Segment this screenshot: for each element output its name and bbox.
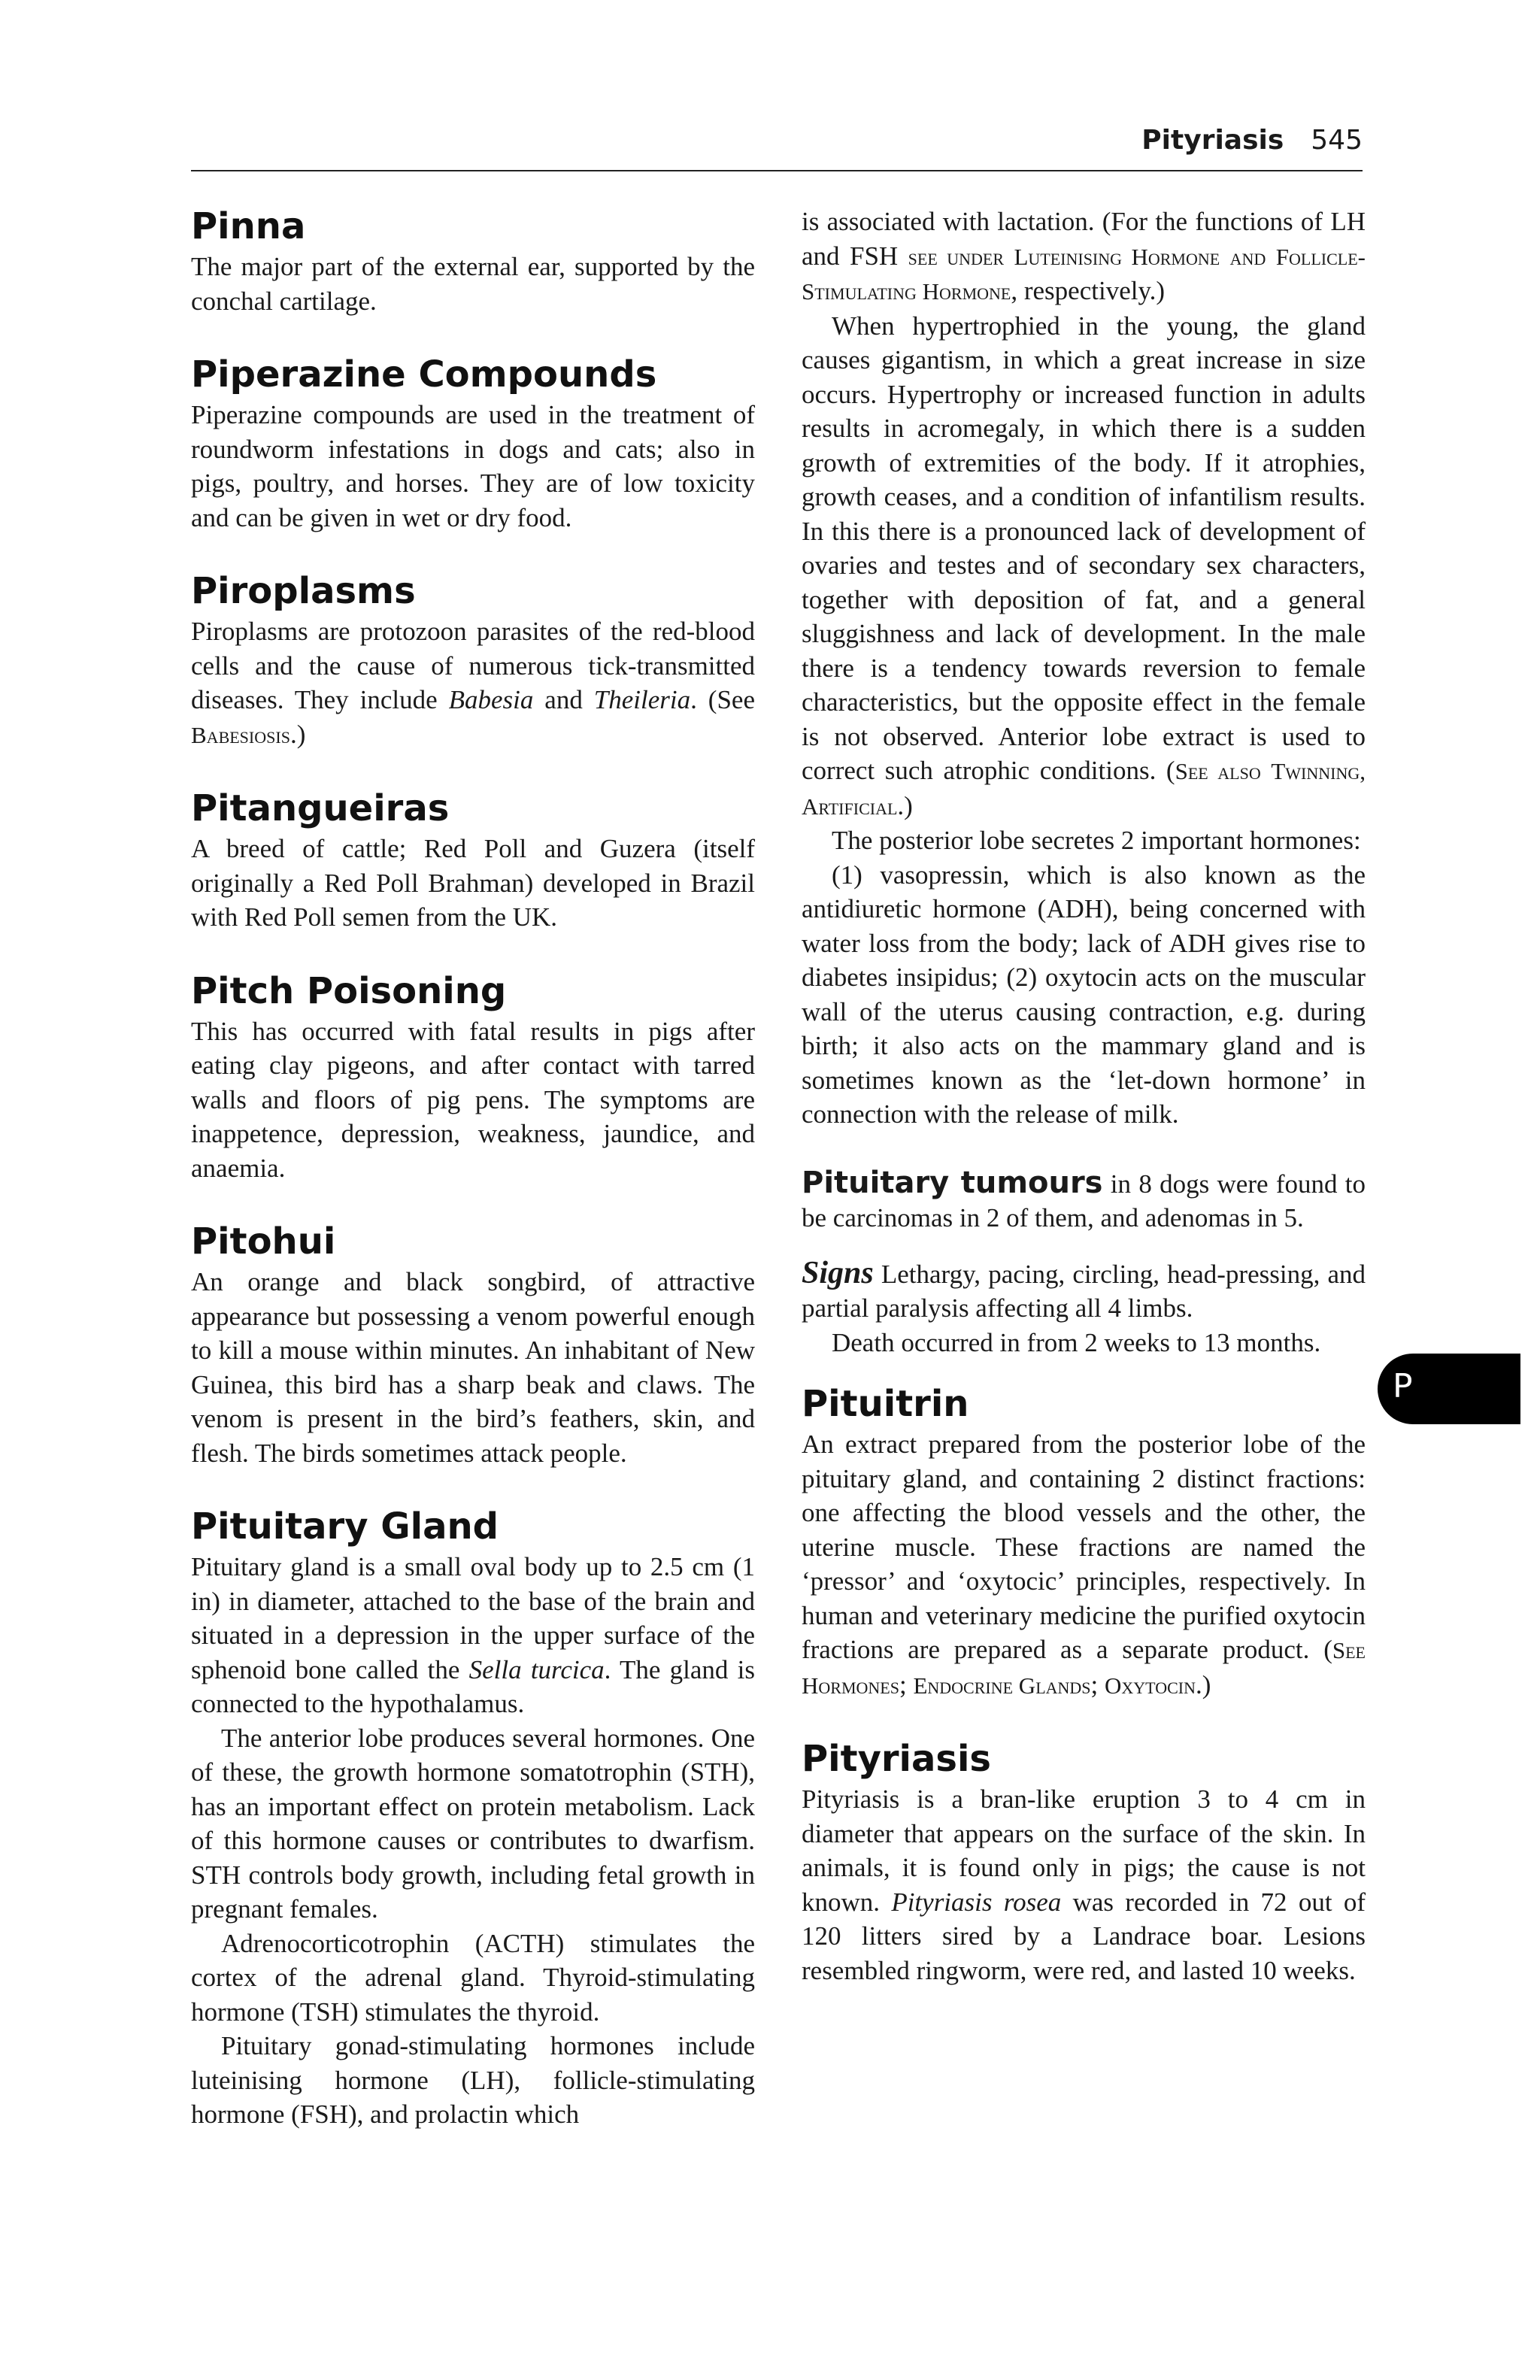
cross-reference: Follicle-Stimulating Hormone xyxy=(802,243,1366,305)
entry-title: Pitch Poisoning xyxy=(191,969,507,1012)
entry-text: A breed of cattle; Red Poll and Guzera (itself originally a Red Poll Brahman) developed in Brazil with Red Poll semen from the UK. xyxy=(191,834,755,932)
entry-title: Pinna xyxy=(191,205,306,247)
entry-piroplasms xyxy=(191,569,755,752)
entry-pituitary-gland-continued xyxy=(802,205,1366,1132)
right-column xyxy=(802,205,1366,2022)
cross-reference: Endocrine Glands xyxy=(913,1672,1091,1699)
entry-pituitrin xyxy=(802,1382,1366,1702)
entry-pitohui xyxy=(191,1220,755,1470)
entry-pitangueiras xyxy=(191,787,755,935)
entry-text: Piroplasms are protozoon parasites of the red-blood cells and the cause of numerous tick-transmitted diseases. They include Babesia and Theileria. (See Babesiosis.) xyxy=(191,617,755,749)
entry-title: Pitohui xyxy=(191,1220,336,1263)
running-header xyxy=(191,123,1363,171)
entry-piperazine-compounds xyxy=(191,353,755,535)
entry-paragraph: When hypertrophied in the young, the gland causes gigantism, in which a great increase in size occurs. Hypertrophy or increased function in adults results in acromegaly, in which there is a sudden growth of extremities of the body. If it atrophies, growth ceases, and a condition of infantilism results. In this there is a pronounced lack of development of ovaries and testes and of secondary sex characters, together with deposition of fat, and a general sluggishness and lack of development. In the male there is a tendency towards reversion to female characteristics, but the opposite effect in the female is not observed. Anterior lobe extract is used to correct such atrophic conditions. (See also Twinning, Artificial.) xyxy=(802,311,1366,820)
header-title: Pityriasis xyxy=(1141,125,1284,156)
header-text xyxy=(1141,125,1363,156)
genus-name: Babesia xyxy=(448,685,534,714)
entry-pituitary-tumours xyxy=(802,1166,1366,1360)
entry-pinna xyxy=(191,205,755,318)
entry-pituitary-gland xyxy=(191,1505,755,2132)
section-letter: P xyxy=(1393,1367,1413,1405)
entry-text: An orange and black songbird, of attractive appearance but possessing a venom powerful enough to kill a mouse within minutes. An inhabitant of New Guinea, this bird has a sharp beak and claws. The venom is present in the bird’s feathers, skin, and flesh. The birds sometimes attack people. xyxy=(191,1267,755,1468)
cross-reference: Babesiosis xyxy=(191,721,290,748)
entry-paragraph: Pituitary gonad-stimulating hormones include luteinising hormone (LH), follicle-stimulating hormone (FSH), and prolactin which xyxy=(191,2031,755,2129)
anatomical-term: Sella turcica xyxy=(468,1654,605,1684)
signs-label: Signs xyxy=(802,1255,874,1290)
page-number: 545 xyxy=(1311,125,1363,156)
entry-text: Pityriasis is a bran-like eruption 3 to 4 cm in diameter that appears on the surface of the skin. In animals, it is found only in pigs; the cause is not known. Pityriasis rosea was recorded in 72 out of 120 litters sired by a Landrace boar. Lesions resembled ringworm, were red, and lasted 10 weeks. xyxy=(802,1784,1366,1985)
entry-title: Pituitary Gland xyxy=(191,1505,499,1548)
entry-text: An extract prepared from the posterior lobe of the pituitary gland, and containing 2 distinct fractions: one affecting the blood vessels and the other, the uterine muscle. These fractions are named the ‘pressor’ and ‘oxytocic’ principles, respectively. In human and veterinary medicine the purified oxytocin fractions are prepared as a separate product. (See Hormones; Endocrine Glands; Oxytocin.) xyxy=(802,1430,1366,1699)
entry-text: Pituitary tumours in 8 dogs were found to be carcinomas in 2 of them, and adenomas in 5. xyxy=(802,1165,1366,1232)
runin-title: Pituitary tumours xyxy=(802,1165,1103,1200)
entry-paragraph: (1) vasopressin, which is also known as the antidiuretic hormone (ADH), being concerned with water loss from the body; lack of ADH gives rise to diabetes insipidus; (2) oxytocin acts on the muscular wall of the uterus causing contraction, e.g. during birth; it also acts on the mammary gland and is sometimes known as the ‘let-down hormone’ in connection with the release of milk. xyxy=(802,860,1366,1129)
entry-paragraph: Adrenocorticotrophin (ACTH) stimulates the cortex of the adrenal gland. Thyroid-stimulating hormone (TSH) stimulates the thyroid. xyxy=(191,1928,755,2027)
entry-pityriasis xyxy=(802,1737,1366,1987)
genus-name: Theileria xyxy=(593,685,691,714)
entry-text: Piperazine compounds are used in the treatment of roundworm infestations in dogs and cats; also in pigs, poultry, and horses. They are of low toxicity and can be given in wet or dry food. xyxy=(191,400,755,532)
entry-pitch-poisoning xyxy=(191,969,755,1186)
cross-reference: Oxytocin xyxy=(1105,1672,1196,1699)
entry-title: Piperazine Compounds xyxy=(191,353,657,396)
entry-paragraph: The anterior lobe produces several hormones. One of these, the growth hormone somatotrophin (STH), has an important effect on protein metabolism. Lack of this hormone causes or contributes to dwarfism. STH controls body growth, including fetal growth in pregnant females. xyxy=(191,1723,755,1924)
entry-title: Pituitrin xyxy=(802,1383,969,1425)
entry-paragraph: Death occurred in from 2 weeks to 13 months. xyxy=(832,1327,1321,1357)
disease-name: Pityriasis rosea xyxy=(891,1887,1062,1917)
entry-text: is associated with lactation. (For the functions of LH and FSH see under Luteinising Hormone and Follicle-Stimulating Hormone, respectively.) xyxy=(802,207,1366,305)
entry-paragraph: The posterior lobe secretes 2 important hormones: xyxy=(832,826,1361,855)
entry-title: Pityriasis xyxy=(802,1738,991,1780)
entry-text: The major part of the external ear, supported by the conchal cartilage. xyxy=(191,252,755,316)
cross-reference: Luteinising Hormone xyxy=(1014,243,1220,270)
entry-text: This has occurred with fatal results in pigs after eating clay pigeons, and after contact with tarred walls and floors of pig pens. The symptoms are inappetence, depression, weakness, jaundice, and anaemia. xyxy=(191,1016,755,1183)
entry-text: Pituitary gland is a small oval body up to 2.5 cm (1 in) in diameter, attached to the base of the brain and situated in a depression in the upper surface of the sphenoid bone called the Sella turcica. The gland is connected to the hypothalamus. xyxy=(191,1552,755,1718)
entry-title: Pitangueiras xyxy=(191,787,450,829)
cross-reference: Twinning, Artificial xyxy=(802,758,1366,820)
section-thumb-tab xyxy=(1378,1354,1520,1424)
left-column xyxy=(191,205,755,2166)
cross-reference: Hormones xyxy=(802,1672,899,1699)
signs-paragraph: Signs Lethargy, pacing, circling, head-pressing, and partial paralysis affecting all 4 limbs. xyxy=(802,1255,1366,1323)
entry-title: Piroplasms xyxy=(191,570,416,612)
